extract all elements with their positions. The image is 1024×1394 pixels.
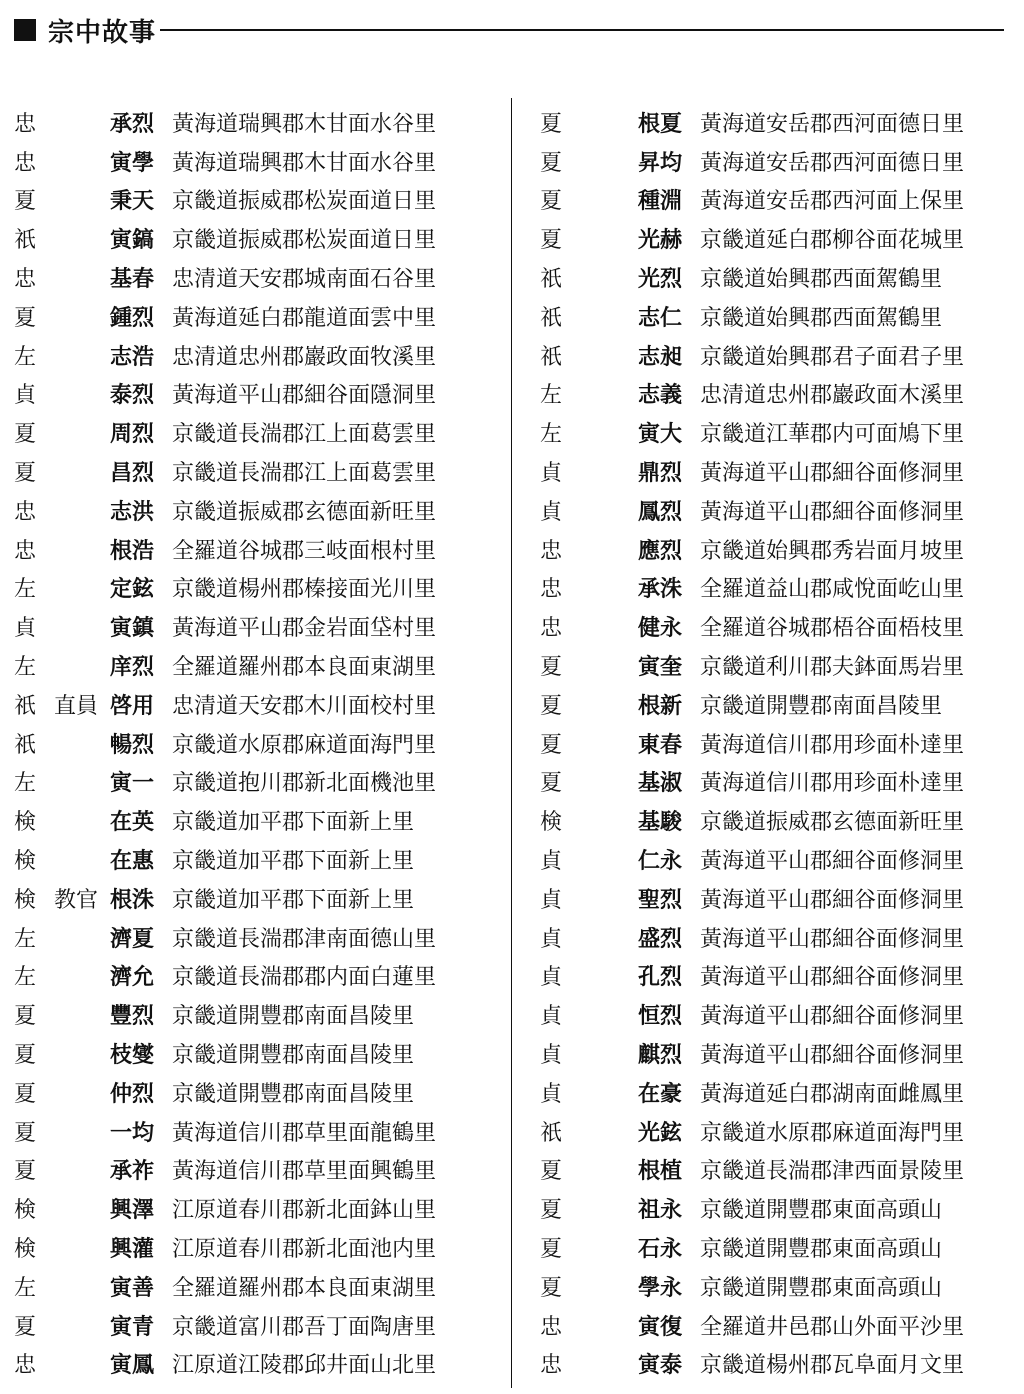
entry-row: [14, 1034, 514, 1073]
entry-address: 江原道春川郡新北面鉢山里: [172, 1198, 437, 1224]
entry-row: [14, 685, 514, 724]
header-rule: [160, 29, 1004, 31]
entry-grade: 祇: [540, 1120, 563, 1146]
entry-row: [540, 1073, 1024, 1112]
black-square-icon: [14, 19, 36, 41]
entry-address: 黃海道平山郡細谷面修洞里: [700, 926, 965, 952]
entry-grade: 検: [14, 887, 37, 913]
entry-name: 寅泰: [638, 1353, 683, 1379]
entry-address: 京畿道長湍郡江上面葛雲里: [172, 422, 437, 448]
entry-name: 盛烈: [638, 926, 683, 952]
entry-name: 寅學: [110, 150, 155, 176]
entry-row: [14, 995, 514, 1034]
entry-row: [14, 1306, 514, 1345]
entry-row: [540, 685, 1024, 724]
entry-address: 全羅道井邑郡山外面平沙里: [700, 1314, 965, 1340]
entry-name: 承祚: [110, 1159, 155, 1185]
entry-grade: 左: [14, 965, 37, 991]
entry-row: [14, 569, 514, 608]
entry-grade: 忠: [14, 538, 37, 564]
entry-grade: 貞: [14, 383, 37, 409]
entry-address: 黃海道平山郡細谷面修洞里: [700, 965, 965, 991]
entry-row: [14, 1345, 514, 1384]
entry-grade: 夏: [14, 461, 37, 487]
entry-row: [14, 258, 514, 297]
entry-row: [540, 724, 1024, 763]
entry-name: 興澤: [110, 1198, 155, 1224]
entry-grade: 夏: [14, 1159, 37, 1185]
entry-address: 京畿道開豐郡南面昌陵里: [700, 693, 943, 719]
entry-row: [540, 569, 1024, 608]
entry-grade: 祇: [14, 693, 37, 719]
entry-name: 寅復: [638, 1314, 683, 1340]
entry-name: 寅一: [110, 771, 155, 797]
entry-name: 基淑: [638, 771, 683, 797]
entry-name: 鍾烈: [110, 305, 155, 331]
entry-address: 黃海道安岳郡西河面德日里: [700, 150, 965, 176]
entry-row: [540, 1345, 1024, 1384]
entry-address: 京畿道楊州郡榛接面光川里: [172, 577, 437, 603]
entry-address: 京畿道加平郡下面新上里: [172, 810, 415, 836]
entry-row: [540, 413, 1024, 452]
entry-row: [14, 1151, 514, 1190]
entry-address: 黃海道瑞興郡木甘面水谷里: [172, 150, 437, 176]
entry-grade: 夏: [540, 1159, 563, 1185]
section-title: 宗中故事: [48, 17, 157, 48]
entry-grade: 夏: [540, 732, 563, 758]
entry-row: [14, 142, 514, 181]
entry-name: 基駿: [638, 810, 683, 836]
entry-address: 京畿道水原郡麻道面海門里: [700, 1120, 965, 1146]
entry-address: 黃海道平山郡細谷面隱洞里: [172, 383, 437, 409]
entry-row: [14, 801, 514, 840]
entry-grade: 左: [540, 422, 563, 448]
entry-address: 京畿道開豐郡東面高頭山: [700, 1237, 943, 1262]
entry-row: [540, 1034, 1024, 1073]
entry-grade: 夏: [14, 1120, 37, 1146]
entry-grade: 夏: [14, 1081, 37, 1107]
entry-address: 黃海道平山郡金岩面垈村里: [172, 616, 437, 642]
entry-grade: 夏: [540, 771, 563, 797]
entry-address: 黃海道安岳郡西河面上保里: [700, 189, 965, 215]
entry-name: 寅青: [110, 1314, 155, 1340]
entry-name: 志仁: [638, 305, 683, 331]
entry-row: [540, 103, 1024, 142]
entry-name: 孔烈: [638, 965, 683, 991]
entry-grade: 左: [14, 655, 37, 681]
entry-grade: 貞: [540, 1043, 563, 1069]
entry-row: [540, 336, 1024, 375]
entry-name: 濟允: [110, 965, 155, 991]
entry-grade: 忠: [540, 1314, 563, 1340]
entry-grade: 忠: [14, 267, 37, 293]
entry-grade: 夏: [540, 655, 563, 681]
entry-address: 黃海道平山郡細谷面修洞里: [700, 849, 965, 875]
entry-address: 忠清道天安郡木川面校村里: [172, 693, 437, 719]
entry-address: 忠清道忠州郡巖政面牧溪里: [172, 344, 437, 370]
entry-row: [540, 297, 1024, 336]
entry-name: 在英: [110, 810, 155, 836]
entry-grade: 忠: [540, 616, 563, 642]
entry-grade: 貞: [540, 965, 563, 991]
entry-grade: 貞: [540, 461, 563, 487]
entry-row: [14, 181, 514, 220]
entry-grade: 左: [14, 1275, 37, 1301]
entry-grade: 夏: [14, 1043, 37, 1069]
entry-grade: 夏: [14, 189, 37, 215]
entry-address: 京畿道始興郡君子面君子里: [700, 344, 965, 370]
entry-name: 在惠: [110, 849, 155, 875]
entry-grade: 貞: [540, 499, 563, 525]
entry-name: 秉天: [110, 189, 155, 215]
entry-name: 寅鳳: [110, 1353, 155, 1379]
entry-row: [14, 763, 514, 802]
entry-name: 啓用: [110, 693, 155, 719]
entry-name: 鳳烈: [638, 499, 683, 525]
entry-address: 京畿道始興郡西面駕鶴里: [700, 267, 943, 293]
entry-address: 江原道春川郡新北面池内里: [172, 1237, 437, 1262]
entry-name: 根植: [638, 1159, 683, 1185]
entry-grade: 左: [14, 344, 37, 370]
entry-row: [14, 297, 514, 336]
entry-row: [540, 801, 1024, 840]
entry-name: 寅鎮: [110, 616, 155, 642]
entry-row: [14, 957, 514, 996]
entry-row: [14, 840, 514, 879]
entry-grade: 検: [14, 810, 37, 836]
entry-address: 京畿道開豐郡東面高頭山: [700, 1198, 943, 1224]
entry-grade: 左: [540, 383, 563, 409]
entry-name: 興灌: [110, 1237, 155, 1262]
entry-address: 黃海道延白郡龍道面雲中里: [172, 305, 437, 331]
entry-address: 黃海道信川郡草里面興鶴里: [172, 1159, 437, 1185]
entry-row: [540, 1267, 1024, 1306]
entry-address: 京畿道利川郡夫鉢面馬岩里: [700, 655, 965, 681]
entry-row: [14, 918, 514, 957]
column-divider: [511, 98, 512, 1388]
entry-address: 忠清道忠州郡巖政面木溪里: [700, 383, 965, 409]
entry-grade: 夏: [540, 1198, 563, 1224]
entry-name: 鼎烈: [638, 461, 683, 487]
entry-address: 京畿道振威郡玄德面新旺里: [172, 499, 437, 525]
entry-row: [540, 1189, 1024, 1228]
entry-role: 直員: [54, 693, 99, 719]
entry-grade: 夏: [540, 111, 563, 137]
left-column: [14, 103, 514, 1383]
entry-row: [540, 530, 1024, 569]
entry-address: 京畿道開豐郡東面高頭山: [700, 1275, 943, 1301]
entry-address: 全羅道谷城郡梧谷面梧枝里: [700, 616, 965, 642]
entry-name: 寅奎: [638, 655, 683, 681]
entry-row: [540, 840, 1024, 879]
entry-name: 一均: [110, 1120, 155, 1146]
entry-name: 庠烈: [110, 655, 155, 681]
entry-name: 光烈: [638, 267, 683, 293]
entry-grade: 夏: [540, 189, 563, 215]
entry-name: 根浩: [110, 538, 155, 564]
entry-name: 恒烈: [638, 1004, 683, 1030]
entry-grade: 夏: [540, 228, 563, 254]
entry-grade: 忠: [540, 538, 563, 564]
right-column: [540, 103, 1024, 1383]
entry-name: 昇均: [638, 150, 683, 176]
entry-name: 在豪: [638, 1081, 683, 1107]
entry-row: [14, 452, 514, 491]
entry-address: 江原道江陵郡邱井面山北里: [172, 1353, 437, 1379]
entry-address: 黃海道信川郡草里面龍鶴里: [172, 1120, 437, 1146]
entry-name: 根夏: [638, 111, 683, 137]
entry-grade: 夏: [14, 1314, 37, 1340]
entry-name: 志昶: [638, 344, 683, 370]
entry-name: 光鉉: [638, 1120, 683, 1146]
entry-row: [540, 375, 1024, 414]
entry-address: 京畿道長湍郡津南面德山里: [172, 926, 437, 952]
entry-name: 石永: [638, 1237, 683, 1262]
entry-address: 京畿道振威郡松炭面道日里: [172, 228, 437, 254]
entry-name: 志洪: [110, 499, 155, 525]
entry-row: [14, 607, 514, 646]
entry-name: 仲烈: [110, 1081, 155, 1107]
entry-row: [14, 1267, 514, 1306]
entry-row: [14, 1228, 514, 1267]
entry-row: [540, 181, 1024, 220]
entry-address: 京畿道長湍郡津西面景陵里: [700, 1159, 965, 1185]
entry-grade: 忠: [540, 577, 563, 603]
entry-name: 種淵: [638, 189, 683, 215]
entry-grade: 貞: [540, 1004, 563, 1030]
entry-row: [14, 219, 514, 258]
entry-name: 泰烈: [110, 383, 155, 409]
entry-row: [14, 1189, 514, 1228]
entry-name: 豐烈: [110, 1004, 155, 1030]
entry-grade: 検: [540, 810, 563, 836]
entry-row: [540, 957, 1024, 996]
entry-address: 京畿道富川郡吾丁面陶唐里: [172, 1314, 437, 1340]
entry-row: [540, 1112, 1024, 1151]
entry-row: [540, 763, 1024, 802]
entry-grade: 夏: [14, 1004, 37, 1030]
entry-grade: 検: [14, 1198, 37, 1224]
entry-row: [14, 879, 514, 918]
entry-grade: 忠: [14, 1353, 37, 1379]
entry-row: [540, 258, 1024, 297]
entry-name: 暢烈: [110, 732, 155, 758]
entry-name: 昌烈: [110, 461, 155, 487]
entry-address: 京畿道振威郡玄德面新旺里: [700, 810, 965, 836]
section-header: [14, 10, 1004, 50]
entry-grade: 祇: [14, 732, 37, 758]
entry-row: [14, 530, 514, 569]
entry-grade: 忠: [14, 111, 37, 137]
entry-grade: 貞: [14, 616, 37, 642]
entry-row: [14, 724, 514, 763]
entry-name: 仁永: [638, 849, 683, 875]
entry-address: 京畿道抱川郡新北面機池里: [172, 771, 437, 797]
entry-address: 全羅道羅州郡本良面東湖里: [172, 1275, 437, 1301]
entry-name: 應烈: [638, 538, 683, 564]
entry-name: 光赫: [638, 228, 683, 254]
entry-name: 濟夏: [110, 926, 155, 952]
entry-grade: 貞: [540, 1081, 563, 1107]
entry-row: [14, 491, 514, 530]
entry-grade: 夏: [540, 693, 563, 719]
entry-address: 黃海道平山郡細谷面修洞里: [700, 1004, 965, 1030]
entry-address: 京畿道開豐郡南面昌陵里: [172, 1004, 415, 1030]
entry-grade: 左: [14, 771, 37, 797]
entry-address: 京畿道長湍郡郡内面白蓮里: [172, 965, 437, 991]
entry-row: [540, 995, 1024, 1034]
entry-name: 定鉉: [110, 577, 155, 603]
entry-grade: 左: [14, 577, 37, 603]
entry-address: 京畿道開豐郡南面昌陵里: [172, 1043, 415, 1069]
entry-row: [540, 491, 1024, 530]
entry-grade: 夏: [14, 305, 37, 331]
entry-name: 東春: [638, 732, 683, 758]
entry-address: 京畿道始興郡秀岩面月坡里: [700, 538, 965, 564]
entry-name: 學永: [638, 1275, 683, 1301]
entry-grade: 祇: [540, 344, 563, 370]
entry-address: 忠清道天安郡城南面石谷里: [172, 267, 437, 293]
entry-grade: 夏: [14, 422, 37, 448]
entry-name: 麒烈: [638, 1043, 683, 1069]
entry-grade: 祇: [14, 228, 37, 254]
entry-address: 全羅道谷城郡三岐面根村里: [172, 538, 437, 564]
entry-row: [540, 879, 1024, 918]
entry-address: 黃海道平山郡細谷面修洞里: [700, 887, 965, 913]
entry-grade: 夏: [540, 1275, 563, 1301]
entry-address: 京畿道長湍郡江上面葛雲里: [172, 461, 437, 487]
entry-grade: 忠: [14, 499, 37, 525]
entry-address: 黃海道信川郡用珍面朴達里: [700, 771, 965, 797]
entry-name: 基春: [110, 267, 155, 293]
entry-name: 根新: [638, 693, 683, 719]
entry-address: 京畿道江華郡内可面鳩下里: [700, 422, 965, 448]
entry-row: [540, 1228, 1024, 1267]
entry-address: 黃海道平山郡細谷面修洞里: [700, 499, 965, 525]
entry-row: [14, 336, 514, 375]
entry-address: 京畿道楊州郡瓦阜面月文里: [700, 1353, 965, 1379]
entry-name: 寅善: [110, 1275, 155, 1301]
entry-name: 承洙: [638, 577, 683, 603]
entry-address: 黃海道平山郡細谷面修洞里: [700, 461, 965, 487]
entry-grade: 忠: [14, 150, 37, 176]
entry-row: [540, 1306, 1024, 1345]
entry-address: 京畿道加平郡下面新上里: [172, 887, 415, 913]
entry-row: [540, 219, 1024, 258]
entry-row: [540, 142, 1024, 181]
entry-name: 寅大: [638, 422, 683, 448]
entry-grade: 夏: [540, 150, 563, 176]
entry-address: 黃海道延白郡湖南面雌鳳里: [700, 1081, 965, 1107]
entry-name: 志義: [638, 383, 683, 409]
entry-row: [14, 103, 514, 142]
entry-address: 京畿道延白郡柳谷面花城里: [700, 228, 965, 254]
entry-name: 根洙: [110, 887, 155, 913]
entry-row: [540, 646, 1024, 685]
entry-address: 京畿道水原郡麻道面海門里: [172, 732, 437, 758]
entry-name: 健永: [638, 616, 683, 642]
entry-name: 祖永: [638, 1198, 683, 1224]
entry-row: [14, 1073, 514, 1112]
entry-grade: 忠: [540, 1353, 563, 1379]
entry-grade: 左: [14, 926, 37, 952]
entry-address: 京畿道開豐郡南面昌陵里: [172, 1081, 415, 1107]
entry-name: 周烈: [110, 422, 155, 448]
entry-row: [540, 918, 1024, 957]
entry-address: 黃海道信川郡用珍面朴達里: [700, 732, 965, 758]
entry-grade: 検: [14, 1237, 37, 1262]
entry-row: [540, 452, 1024, 491]
entry-row: [540, 1151, 1024, 1190]
entry-address: 黃海道安岳郡西河面德日里: [700, 111, 965, 137]
entry-address: 全羅道羅州郡本良面東湖里: [172, 655, 437, 681]
entry-row: [14, 1112, 514, 1151]
entry-address: 黃海道平山郡細谷面修洞里: [700, 1043, 965, 1069]
entry-row: [14, 375, 514, 414]
entry-grade: 夏: [540, 1237, 563, 1262]
entry-grade: 祇: [540, 305, 563, 331]
entry-grade: 検: [14, 849, 37, 875]
entry-name: 寅鎬: [110, 228, 155, 254]
entry-address: 京畿道加平郡下面新上里: [172, 849, 415, 875]
entry-address: 黃海道瑞興郡木甘面水谷里: [172, 111, 437, 137]
entry-row: [14, 646, 514, 685]
entry-name: 聖烈: [638, 887, 683, 913]
entry-row: [14, 413, 514, 452]
entry-address: 京畿道始興郡西面駕鶴里: [700, 305, 943, 331]
entry-grade: 貞: [540, 926, 563, 952]
entry-address: 全羅道益山郡咸悅面屹山里: [700, 577, 965, 603]
entry-name: 承烈: [110, 111, 155, 137]
entry-address: 京畿道振威郡松炭面道日里: [172, 189, 437, 215]
entry-role: 教官: [54, 887, 99, 913]
entry-grade: 祇: [540, 267, 563, 293]
entry-row: [540, 607, 1024, 646]
entry-grade: 貞: [540, 849, 563, 875]
entry-name: 志浩: [110, 344, 155, 370]
entry-name: 枝燮: [110, 1043, 155, 1069]
entry-grade: 貞: [540, 887, 563, 913]
